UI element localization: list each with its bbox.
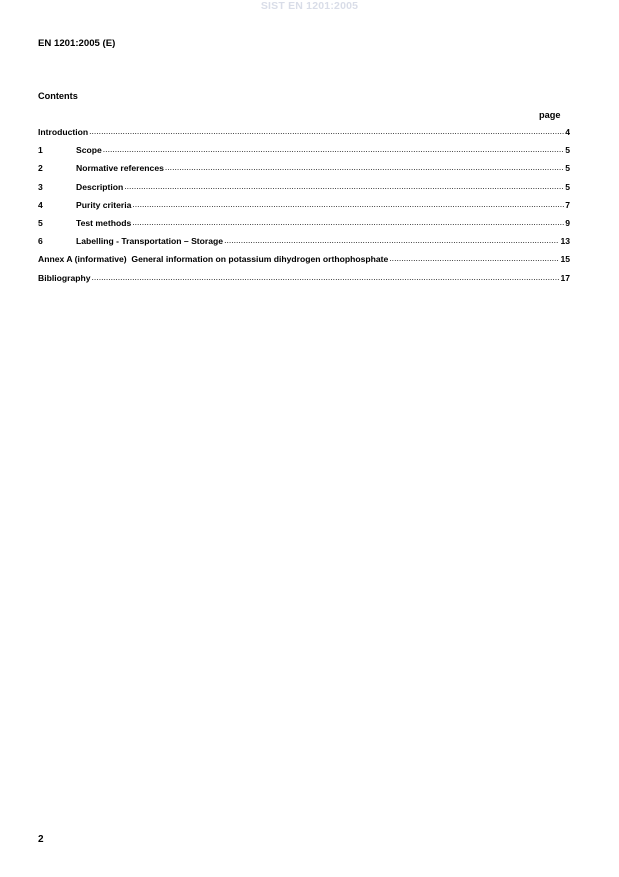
toc-entry-title: Scope [76,145,102,156]
toc-entry-number: 3 [38,181,43,192]
toc-dot-leader [132,218,564,227]
toc-entry-title: Labelling - Transportation – Storage [76,236,224,247]
toc-entry-annex-a[interactable] [38,254,570,272]
toc-dot-leader [124,182,564,191]
toc-dot-leader [165,163,564,172]
toc-entry-purity-criteria[interactable] [38,200,570,218]
table-of-contents [38,127,570,291]
toc-entry-title: Annex A (informative) General information on potassium dihydrogen orthophosphate [38,254,389,265]
toc-dot-leader [103,145,564,154]
document-id-header: EN 1201:2005 (E) [38,38,116,49]
toc-entry-normative-references[interactable] [38,163,570,181]
toc-entry-page: 13 [560,236,570,247]
toc-entry-page: 5 [565,145,570,156]
toc-entry-page: 7 [565,199,570,210]
toc-entry-page: 17 [560,272,570,283]
toc-dot-leader [389,254,559,263]
toc-entry-page: 4 [565,127,570,137]
toc-dot-leader [224,236,559,245]
toc-entry-page: 15 [560,254,570,265]
toc-entry-introduction[interactable] [38,127,570,145]
toc-entry-title: Test methods [76,217,132,228]
toc-entry-title: Description [76,181,124,192]
toc-entry-labelling[interactable] [38,236,570,254]
toc-entry-page: 9 [565,217,570,228]
watermark: SIST EN 1201:2005 [260,0,359,12]
toc-entry-scope[interactable] [38,145,570,163]
page-number: 2 [38,834,44,845]
toc-entry-number: 4 [38,199,43,210]
toc-entry-number: 2 [38,163,43,174]
page-column-label: page [539,110,561,120]
toc-entry-description[interactable] [38,182,570,200]
toc-entry-bibliography[interactable] [38,273,570,291]
toc-entry-title: Introduction [38,127,89,137]
contents-heading: Contents [38,91,78,101]
toc-entry-number: 6 [38,236,43,247]
toc-entry-number: 5 [38,217,43,228]
toc-entry-test-methods[interactable] [38,218,570,236]
toc-entry-page: 5 [565,181,570,192]
toc-dot-leader [132,200,564,209]
toc-entry-number: 1 [38,145,43,156]
toc-dot-leader [92,273,560,282]
toc-entry-page: 5 [565,163,570,174]
toc-entry-title: Normative references [76,163,164,174]
toc-dot-leader [89,127,564,136]
toc-entry-title: Bibliography [38,272,91,283]
toc-entry-title: Purity criteria [76,199,132,210]
